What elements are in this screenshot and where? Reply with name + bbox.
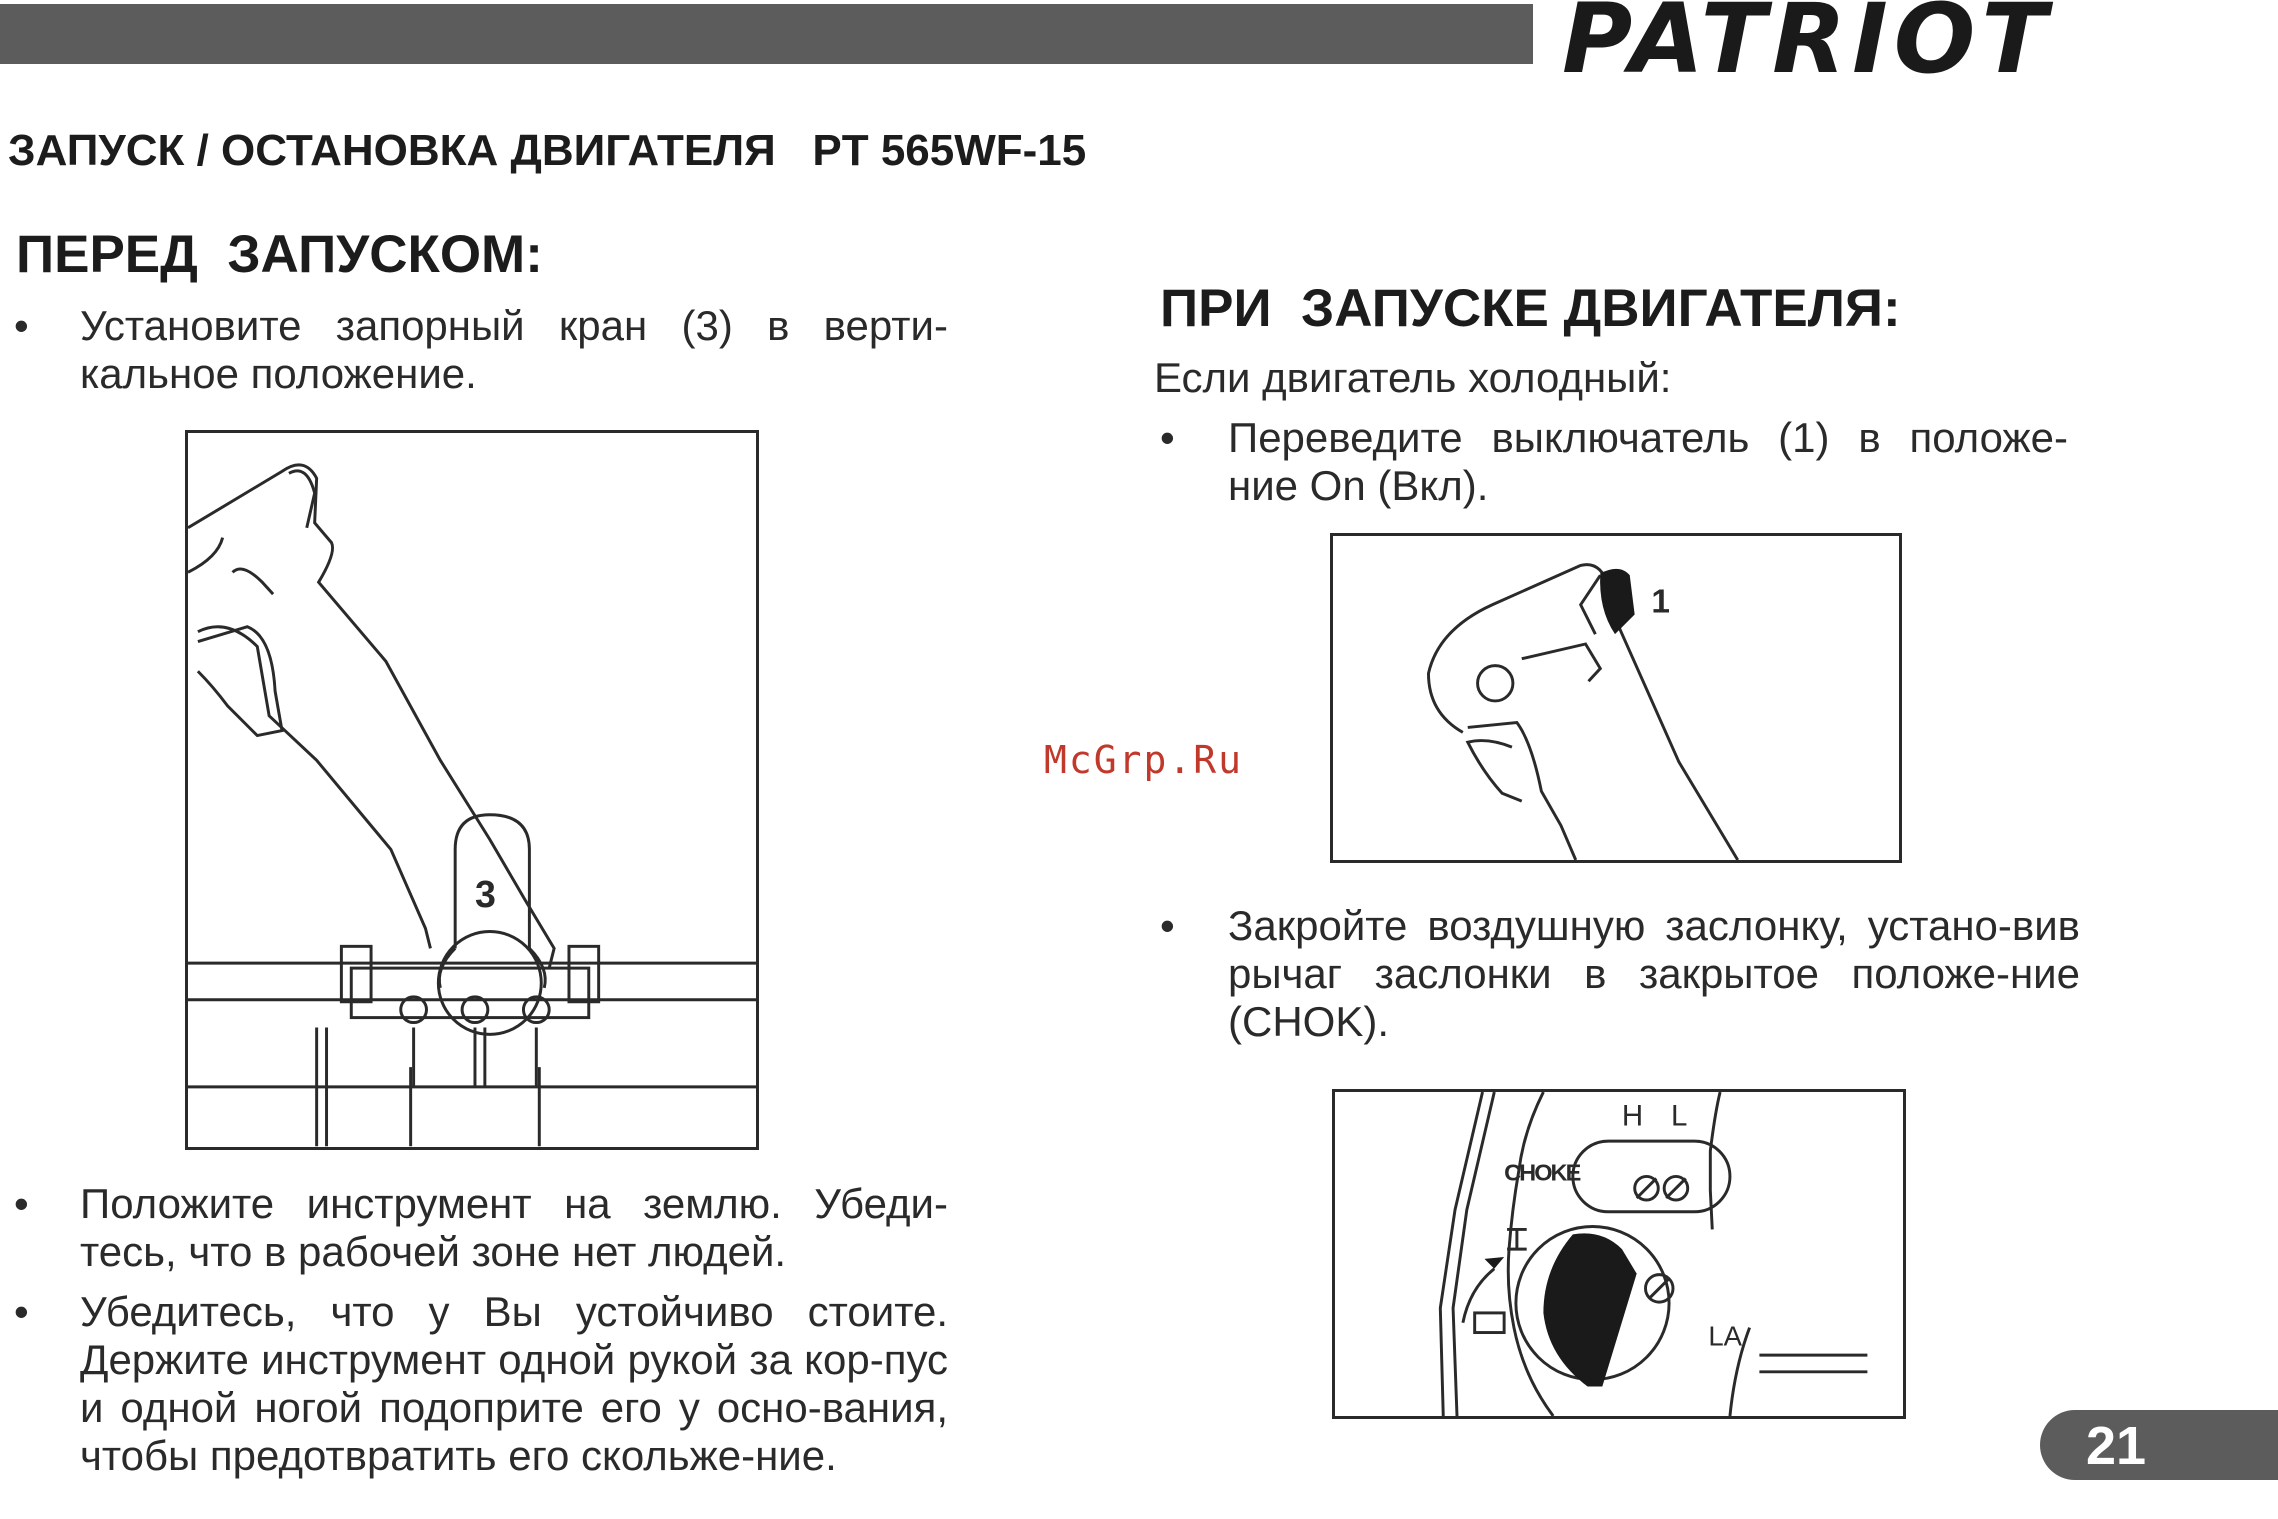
fuel-valve-illustration [188,433,756,1147]
list-item [14,302,948,402]
brand-logo: PATRIOT [1562,0,2053,95]
label-la: LA [1708,1320,1742,1352]
bullet-text: Переведите выключатель (1) в положе-ние On (Вкл). [1228,414,2068,509]
cold-engine-intro: Если двигатель холодный: [1154,354,1672,401]
list-item [14,1288,948,1518]
figure-choke-lever [1332,1089,1906,1419]
bullet-text: Установите запорный кран (3) в верти-кальное положение. [80,302,948,397]
figure-fuel-valve [185,430,759,1150]
figure-label-valve: 3 [474,872,496,915]
label-choke: CHOKE [1504,1159,1580,1186]
figure-label-switch: 1 [1651,583,1670,621]
switch-illustration [1333,536,1899,860]
page-number: 21 [2085,1416,2147,1476]
figure-on-switch [1330,533,1902,863]
section-heading-before-start: ПЕРЕД ЗАПУСКОМ: [16,225,543,284]
bullet-dot: • [1160,414,1175,461]
bullet-dot: • [14,302,29,349]
choke-illustration [1335,1092,1903,1416]
bullet-text: Положите инструмент на землю. Убеди-тесь, что в рабочей зоне нет людей. [80,1180,948,1275]
bullet-dot: • [14,1180,29,1227]
bullet-text: Убедитесь, что у Вы устойчиво стоите. Держите инструмент одной рукой за кор-пус и одной ногой подоприте его у осно-вания, чтобы предотвратить его скольже-ние. [80,1288,948,1479]
document-title: ЗАПУСК / ОСТАНОВКА ДВИГАТЕЛЯ PT 565WF-15 [8,126,1087,175]
list-item [1160,414,2080,514]
label-l: L [1671,1099,1688,1133]
section-heading-engine-start: ПРИ ЗАПУСКЕ ДВИГАТЕЛЯ: [1160,279,1901,338]
bullet-text: Закройте воздушную заслонку, устано-вив рычаг заслонки в закрытое положе-ние (CHOK). [1228,902,2080,1045]
bullet-dot: • [1160,902,1175,949]
header-bar [0,4,1533,64]
list-item [14,1180,948,1280]
label-h: H [1621,1099,1644,1133]
watermark-text: McGrp.Ru [1044,738,1244,782]
list-item [1160,902,2080,1052]
bullet-dot: • [14,1288,29,1335]
